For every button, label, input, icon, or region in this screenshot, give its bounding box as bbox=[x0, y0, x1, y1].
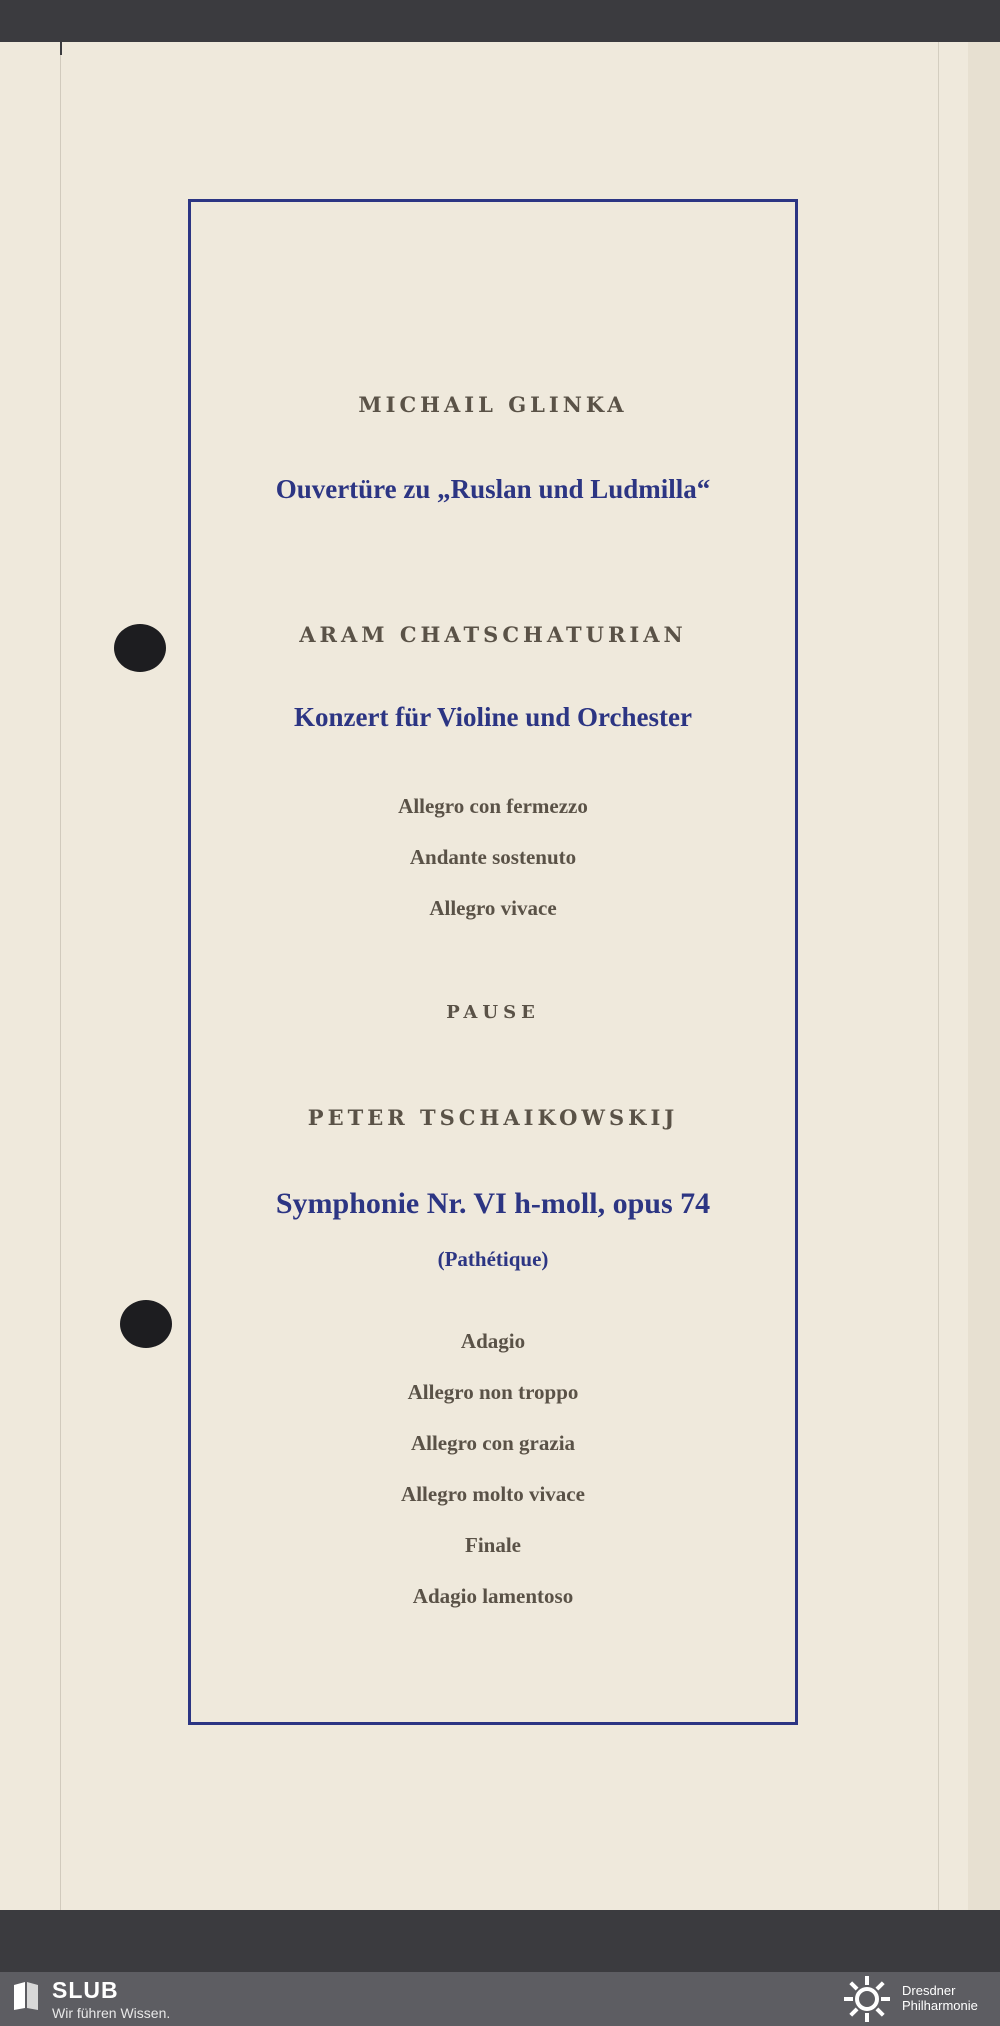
movement-andante-sostenuto: Andante sostenuto bbox=[409, 845, 577, 869]
library-tagline: Wir führen Wissen. bbox=[52, 2005, 171, 2021]
movement-allegro-molto-vivace: Allegro molto vivace bbox=[401, 1482, 585, 1506]
movement-allegro-con-grazia: Allegro con grazia bbox=[410, 1431, 576, 1455]
partner-name-line1: Dresdner bbox=[902, 1983, 956, 1998]
punch-hole-bottom bbox=[120, 1300, 172, 1348]
work-subtitle-pathetique: (Pathétique) bbox=[437, 1247, 549, 1271]
program-page bbox=[0, 42, 1000, 1910]
composer-chatschaturian: ARAM CHATSCHATURIAN bbox=[299, 622, 687, 647]
work-ruslan-overture: Ouvertüre zu „Ruslan und Ludmilla“ bbox=[275, 474, 711, 504]
scan-edge-mark bbox=[60, 15, 62, 55]
movement-allegro-con-fermezzo: Allegro con fermezzo bbox=[398, 794, 588, 818]
work-violin-concerto: Konzert für Violine und Orchester bbox=[294, 702, 692, 732]
movement-finale: Finale bbox=[465, 1533, 521, 1557]
fold-line-left bbox=[60, 42, 61, 1910]
work-symphony-6: Symphonie Nr. VI h-moll, opus 74 bbox=[275, 1187, 711, 1220]
movement-adagio: Adagio bbox=[460, 1329, 526, 1353]
fold-line-right bbox=[938, 42, 939, 1910]
intermission-label: PAUSE bbox=[446, 1002, 540, 1023]
composer-tschaikowskij: PETER TSCHAIKOWSKIJ bbox=[307, 1105, 679, 1130]
paper-edge-right bbox=[968, 42, 1000, 1910]
philharmonie-logo-icon[interactable] bbox=[843, 1975, 891, 2023]
composer-glinka: MICHAIL GLINKA bbox=[358, 392, 628, 417]
library-logo-text[interactable]: SLUB bbox=[52, 1977, 119, 2003]
movement-allegro-non-troppo: Allegro non troppo bbox=[407, 1380, 579, 1404]
program-frame bbox=[188, 199, 798, 1725]
partner-name-line2: Philharmonie bbox=[902, 1998, 978, 2013]
viewer-footer bbox=[0, 1972, 1000, 2026]
movement-allegro-vivace: Allegro vivace bbox=[429, 896, 557, 920]
punch-hole-top bbox=[114, 624, 166, 672]
movement-adagio-lamentoso: Adagio lamentoso bbox=[412, 1584, 574, 1608]
slub-book-icon[interactable] bbox=[12, 1981, 40, 2011]
